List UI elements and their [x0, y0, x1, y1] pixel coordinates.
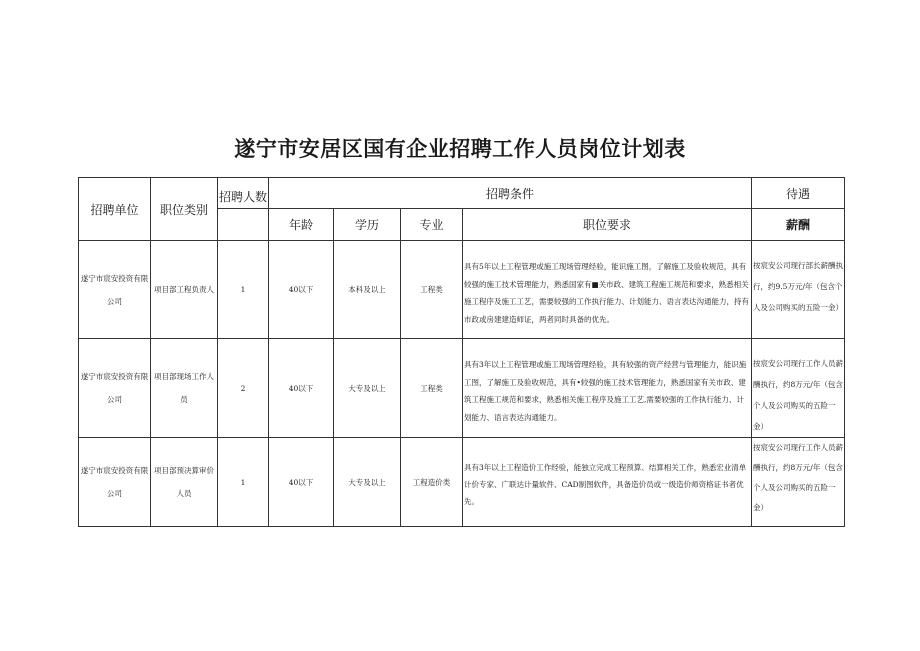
table-row — [79, 438, 845, 527]
cell-salary: 按宸安公司现行部长薪酬执行，约9.5万元/年（包含个人及公司购买的五险一金） — [752, 241, 845, 339]
header-category: 职位类别 — [151, 178, 218, 241]
header-salary: 薪酬 — [752, 209, 845, 241]
header-row-1 — [79, 178, 845, 209]
page-title: 遂宁市安居区国有企业招聘工作人员岗位计划表 — [234, 137, 686, 161]
cell-count: 1 — [218, 241, 269, 339]
cell-education: 本科及以上 — [334, 241, 401, 339]
cell-requirements: 具有5年以上工程管理或施工现场管理经验，能识施工图，了解施工及验收规范，具有较强的施工技术管理能力，熟悉国家有■关市政、建筑工程施工规范和要求，熟悉相关施工程序及施工工艺，需要较强的工作执行能力、计划能力、语言表达沟通能力，持有市政或房建建造师证，两者同时具备的优先。 — [463, 241, 752, 339]
cell-unit: 遂宁市宸安投资有限公司 — [79, 241, 151, 339]
cell-age: 40以下 — [269, 438, 334, 527]
cell-age: 40以下 — [269, 339, 334, 438]
cell-requirements: 具有3年以上工程造价工作经验，能独立完成工程预算、结算相关工作，熟悉宏业清单计价专家、广联达计量软件、CAD制图软件，具备造价员或一级造价师资格证书者优先。 — [463, 438, 752, 527]
header-major: 专业 — [401, 209, 463, 241]
cell-unit: 遂宁市宸安投资有限公司 — [79, 339, 151, 438]
table-row — [79, 241, 845, 339]
cell-category: 项目部预决算审价人员 — [151, 438, 218, 527]
table-row — [79, 339, 845, 438]
header-unit: 招聘单位 — [79, 178, 151, 241]
recruitment-plan-table — [78, 177, 845, 527]
cell-count: 1 — [218, 438, 269, 527]
header-count: 招聘人数 — [218, 178, 269, 209]
header-benefits: 待遇 — [752, 178, 845, 209]
cell-category: 项目部工程负责人 — [151, 241, 218, 339]
header-count-blank — [218, 209, 269, 241]
cell-major: 工程类 — [401, 339, 463, 438]
cell-salary: 按宸安公司现行工作人员薪酬执行，约8万元/年（包含个人及公司购买的五险一金） — [752, 438, 845, 527]
cell-requirements: 具有3年以上工程管理或施工现场管理经验，具有较强的资产经营与管理能力，能识施工图，了解施工及验收规范，具有•较强的施工技术管理能力，熟悉国家有关市政、建筑工程施工规范和要求，熟悉相关施工程序及施工工艺,需要较强的工作执行能力、计划能力、语言表达沟通能力。 — [463, 339, 752, 438]
cell-major: 工程类 — [401, 241, 463, 339]
cell-category: 项目部现场工作人员 — [151, 339, 218, 438]
header-age: 年龄 — [269, 209, 334, 241]
cell-unit: 遂宁市宸安投资有限公司 — [79, 438, 151, 527]
cell-age: 40以下 — [269, 241, 334, 339]
header-requirements: 职位要求 — [463, 209, 752, 241]
cell-education: 大专及以上 — [334, 339, 401, 438]
cell-count: 2 — [218, 339, 269, 438]
cell-salary: 按宸安公司现行工作人员薪酬执行，约8万元/年（包含个人及公司购买的五险一金） — [752, 339, 845, 438]
header-education: 学历 — [334, 209, 401, 241]
header-conditions: 招聘条件 — [269, 178, 752, 209]
cell-education: 大专及以上 — [334, 438, 401, 527]
cell-major: 工程造价类 — [401, 438, 463, 527]
